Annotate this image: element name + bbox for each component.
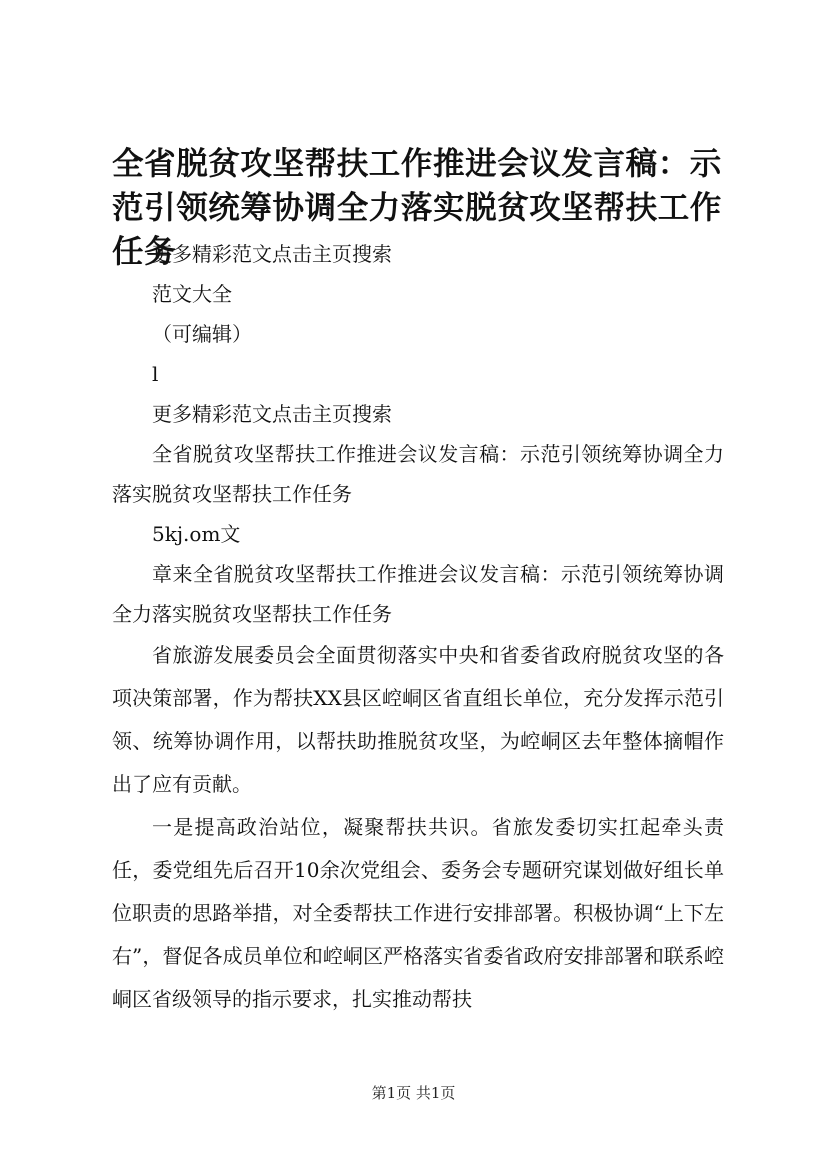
document-body xyxy=(112,234,724,1021)
paragraph-1: 更多精彩范文点击主页搜索 xyxy=(152,242,392,266)
paragraph-2: 范文大全 xyxy=(152,282,232,306)
paragraph-5: 更多精彩范文点击主页搜索 xyxy=(152,402,392,426)
paragraph-7: 5kj.om文 xyxy=(152,522,241,546)
paragraph-3: （可编辑） xyxy=(152,322,252,346)
paragraph-10: 一是提高政治站位，凝聚帮扶共识。省旅发委切实扛起牵头责任，委党组先后召开10余次党组会、委务会专题研究谋划做好组长单位职责的思路举措，对全委帮扶工作进行安排部署。积极协调“上下左右”，督促各成员单位和崆峒区严格落实省委省政府安排部署和联系崆峒区省级领导的指示要求，扎实推动帮扶 xyxy=(112,815,724,1011)
paragraph-8: 章来全省脱贫攻坚帮扶工作推进会议发言稿：示范引领统筹协调全力落实脱贫攻坚帮扶工作任务 xyxy=(112,562,724,626)
page-footer: 第1页 共1页 xyxy=(371,1084,456,1102)
paragraph-6: 全省脱贫攻坚帮扶工作推进会议发言稿：示范引领统筹协调全力落实脱贫攻坚帮扶工作任务 xyxy=(112,442,724,506)
document-title: 全省脱贫攻坚帮扶工作推进会议发言稿：示范引领统筹协调全力落实脱贫攻坚帮扶工作任务 xyxy=(112,145,722,270)
paragraph-4: l xyxy=(152,362,159,386)
paragraph-9: 省旅游发展委员会全面贯彻落实中央和省委省政府脱贫攻坚的各项决策部署，作为帮扶XX县区崆峒区省直组长单位，充分发挥示范引领、统筹协调作用，以帮扶助推脱贫攻坚，为崆峒区去年整体摘帽作出了应有贡献。 xyxy=(112,643,724,796)
